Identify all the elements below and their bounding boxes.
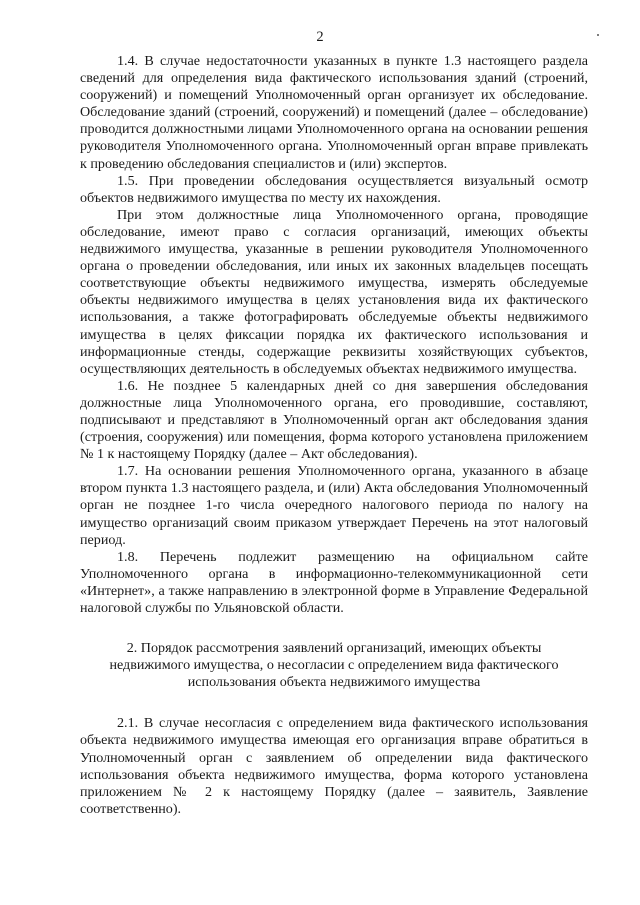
paragraph-1-5-continued: При этом должностные лица Уполномоченного органа, проводящие обследование, имеют право с согласия организаций, имеющих объекты недвижимого имущества, указанные в решении руководителя Уполномоченного органа о проведении обследования, или иных их законных владельцев посещать соответствующие объекты недвижимого имущества, измерять обследуемые объекты недвижимого имущества в целях установления вида их фактического использования, а также фотографировать обследуемые объекты недвижимого имущества в целях фиксации порядка их фактического использования и информационные стенды, содержащие реквизиты хозяйствующих субъектов, осуществляющих деятельность в обследуемых объектах недвижимого имущества. [80, 206, 588, 377]
section-heading-line-1: 2. Порядок рассмотрения заявлений организаций, имеющих объекты [126, 640, 542, 657]
document-body [80, 53, 588, 818]
paragraph-1-5: 1.5. При проведении обследования осуществляется визуальный осмотр объектов недвижимого имущества по месту их нахождения. [80, 172, 588, 206]
section-heading-line-3: использования объекта недвижимого имущества [187, 674, 481, 691]
section-2-heading [80, 640, 588, 691]
paragraph-2-1: 2.1. В случае несогласия с определением вида фактического использования объекта недвижимого имущества имеющая его организация вправе обратиться в Уполномоченный орган с заявлением об определении вида фактического использования объекта недвижимого имущества, форма которого установлена приложением № 2 к настоящему Порядку (далее – заявитель, Заявление соответственно). [80, 715, 588, 817]
page-number: 2 [316, 29, 324, 45]
paragraph-1-6: 1.6. Не позднее 5 календарных дней со дня завершения обследования должностные лица Уполномоченного органа, его проводившие, составляют, подписывают и представляют в Уполномоченный орган акт обследования здания (строения, сооружения) или помещения, форма которого установлена приложением № 1 к настоящему Порядку (далее – Акт обследования). [80, 377, 588, 463]
paragraph-1-8: 1.8. Перечень подлежит размещению на официальном сайте Уполномоченного органа в информационно-телекоммуникационной сети «Интернет», а также направлению в электронной форме в Управление Федеральной налоговой службы по Ульяновской области. [80, 548, 588, 616]
scan-speck [597, 34, 599, 36]
paragraph-1-7: 1.7. На основании решения Уполномоченного органа, указанного в абзаце втором пункта 1.3 настоящего раздела, и (или) Акта обследования Уполномоченный орган не позднее 1-го числа очередного налогового периода по налогу на имущество организаций своим приказом утверждает Перечень на этот налоговый период. [80, 463, 588, 548]
paragraph-1-4: 1.4. В случае недостаточности указанных в пункте 1.3 настоящего раздела сведений для определения вида фактического использования зданий (строений, сооружений) и помещений Уполномоченный орган организует их обследование. Обследование зданий (строений, сооружений) и помещений (далее – обследование) проводится должностными лицами Уполномоченного органа на основании решения руководителя Уполномоченного органа. Уполномоченный орган вправе привлекать к проведению обследования специалистов и (или) экспертов. [80, 53, 588, 172]
section-heading-line-2: недвижимого имущества, о несогласии с определением вида фактического [109, 657, 559, 674]
